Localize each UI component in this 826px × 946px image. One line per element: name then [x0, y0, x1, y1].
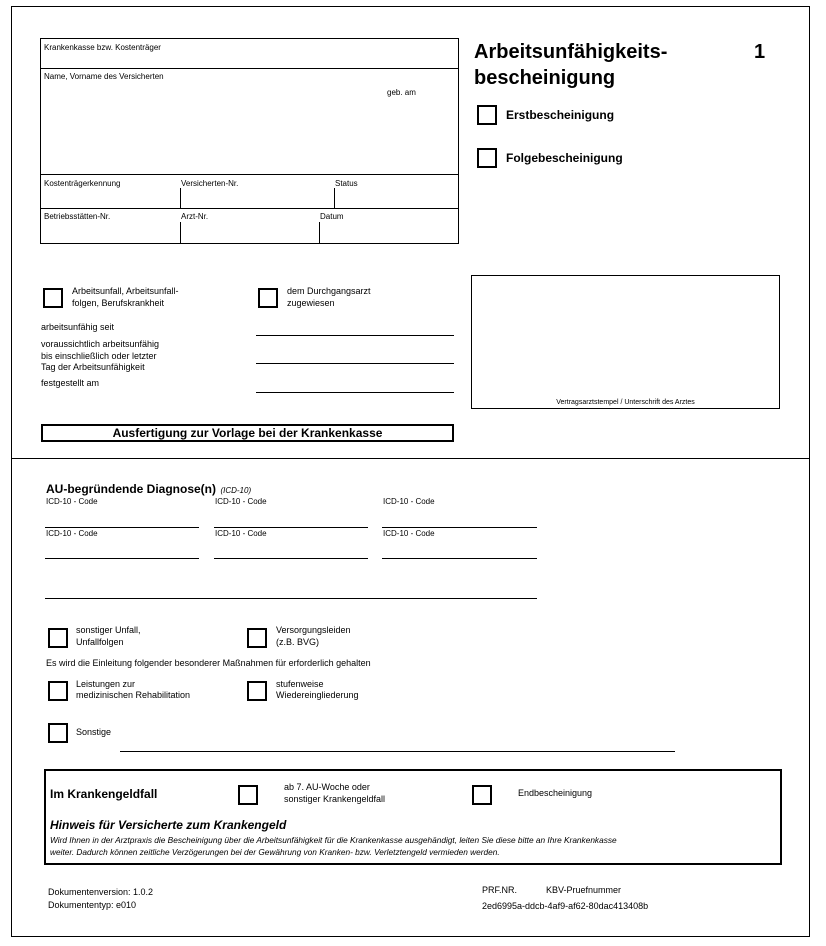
festgestellt-am-field[interactable] [256, 392, 454, 393]
icd-code-label: ICD-10 - Code [46, 497, 98, 506]
divider-line [319, 222, 320, 244]
festgestellt-am-label: festgestellt am [41, 378, 100, 388]
icd-code-field[interactable] [214, 527, 368, 528]
ausfertigung-banner: Ausfertigung zur Vorlage bei der Krankenkasse [41, 424, 454, 442]
icd-code-field[interactable] [382, 558, 537, 559]
diagnosis-title [46, 480, 251, 498]
durchgangsarzt-label-line2: zugewiesen [287, 298, 335, 308]
versorgungsleiden-label-line2: (z.B. BVG) [276, 637, 320, 647]
wiedereingliederung-label-line2: Wiedereingliederung [276, 690, 359, 700]
endbescheinigung-label: Endbescheinigung [518, 788, 593, 798]
betriebsstaetten-label: Betriebsstätten-Nr. [44, 212, 111, 221]
sonstige-label: Sonstige [76, 727, 112, 737]
rehabilitation-label-line1: Leistungen zur [76, 679, 136, 689]
arbeitsunfall-label-line2: folgen, Berufskrankheit [72, 298, 165, 308]
name-label: Name, Vorname des Versicherten [44, 72, 164, 81]
sonstige-checkbox[interactable] [48, 723, 68, 743]
diagnosis-text-field[interactable] [45, 598, 537, 599]
sonstiger-unfall-checkbox[interactable] [48, 628, 68, 648]
doctor-stamp-label: Vertragsarztstempel / Unterschrift des Arztes [556, 399, 695, 406]
hinweis-text-line2: weiter. Dadurch können zeitliche Verzögerungen bei der Gewährung von Kranken- bzw. Verletztengeld vermieden werden. [50, 847, 500, 857]
kbv-label: KBV-Pruefnummer [546, 885, 622, 895]
icd-code-field[interactable] [45, 527, 199, 528]
sonstige-field[interactable] [120, 751, 675, 752]
icd-code-label: ICD-10 - Code [215, 529, 267, 538]
endbescheinigung-checkbox[interactable] [472, 785, 492, 805]
form-title-line2: bescheinigung [474, 67, 616, 89]
massnahmen-text: Es wird die Einleitung folgender besonderer Maßnahmen für erforderlich gehalten [46, 658, 371, 668]
divider-line [180, 222, 181, 244]
divider-line [40, 68, 459, 69]
doc-version: Dokumentenversion: 1.0.2 [48, 887, 154, 897]
ab7-au-woche-checkbox[interactable] [238, 785, 258, 805]
datum-label: Datum [320, 212, 344, 221]
icd-code-field[interactable] [45, 558, 199, 559]
erstbescheinigung-label: Erstbescheinigung [506, 108, 615, 122]
durchgangsarzt-label-line1: dem Durchgangsarzt [287, 286, 371, 296]
divider-line [180, 188, 181, 208]
hinweis-text-line1: Wird Ihnen in der Arztpraxis die Bescheinigung über die Arbeitsunfähigkeit für die Krankenkasse ausgehändigt, leiten Sie diese bitte an Ihre Krankenkasse [50, 835, 617, 845]
copy-number: 1 [754, 41, 766, 63]
arbeitsunfaehig-seit-label: arbeitsunfähig seit [41, 322, 115, 332]
icd-code-label: ICD-10 - Code [46, 529, 98, 538]
voraussichtlich-label-line1: voraussichtlich arbeitsunfähig [41, 339, 160, 349]
wiedereingliederung-checkbox[interactable] [247, 681, 267, 701]
voraussichtlich-field[interactable] [256, 363, 454, 364]
icd-code-field[interactable] [214, 558, 368, 559]
form-title-line1: Arbeitsunfähigkeits- [474, 41, 668, 63]
rehabilitation-checkbox[interactable] [48, 681, 68, 701]
folgebescheinigung-checkbox[interactable] [477, 148, 497, 168]
divider-line [40, 174, 459, 175]
versorgungsleiden-label-line1: Versorgungsleiden [276, 625, 351, 635]
versicherten-nr-label: Versicherten-Nr. [181, 179, 239, 188]
geb-label: geb. am [387, 88, 416, 97]
voraussichtlich-label-line3: Tag der Arbeitsunfähigkeit [41, 362, 145, 372]
arzt-nr-label: Arzt-Nr. [181, 212, 209, 221]
ab7-label-line2: sonstiger Krankengeldfall [284, 794, 386, 804]
diagnosis-title-suffix: (ICD-10) [220, 486, 252, 495]
prf-label: PRF.NR. [482, 885, 518, 895]
voraussichtlich-label-line2: bis einschließlich oder letzter [41, 351, 157, 361]
icd-code-label: ICD-10 - Code [215, 497, 267, 506]
arbeitsunfall-checkbox[interactable] [43, 288, 63, 308]
icd-code-field[interactable] [382, 527, 537, 528]
versorgungsleiden-checkbox[interactable] [247, 628, 267, 648]
durchgangsarzt-checkbox[interactable] [258, 288, 278, 308]
icd-code-label: ICD-10 - Code [383, 529, 435, 538]
kbv-number: 2ed6995a-ddcb-4af9-af62-80dac413408b [482, 901, 649, 911]
sonstiger-unfall-label-line2: Unfallfolgen [76, 637, 124, 647]
divider-line [334, 188, 335, 208]
doctor-stamp-box[interactable] [471, 275, 780, 409]
doc-type: Dokumententyp: e010 [48, 900, 137, 910]
erstbescheinigung-checkbox[interactable] [477, 105, 497, 125]
status-label: Status [335, 179, 358, 188]
ab7-label-line1: ab 7. AU-Woche oder [284, 782, 370, 792]
icd-code-label: ICD-10 - Code [383, 497, 435, 506]
diagnosis-title-text: AU-begründende Diagnose(n) [46, 482, 216, 496]
hinweis-title: Hinweis für Versicherte zum Krankengeld [50, 818, 287, 832]
arbeitsunfaehig-seit-field[interactable] [256, 335, 454, 336]
section-separator [11, 458, 810, 459]
wiedereingliederung-label-line1: stufenweise [276, 679, 324, 689]
sonstiger-unfall-label-line1: sonstiger Unfall, [76, 625, 141, 635]
rehabilitation-label-line2: medizinischen Rehabilitation [76, 690, 191, 700]
krankengeld-title: Im Krankengeldfall [50, 787, 158, 801]
kostentraeger-label: Kostenträgerkennung [44, 179, 121, 188]
kasse-label: Krankenkasse bzw. Kostenträger [44, 43, 161, 52]
divider-line [40, 208, 459, 209]
arbeitsunfall-label-line1: Arbeitsunfall, Arbeitsunfall- [72, 286, 179, 296]
folgebescheinigung-label: Folgebescheinigung [506, 151, 623, 165]
